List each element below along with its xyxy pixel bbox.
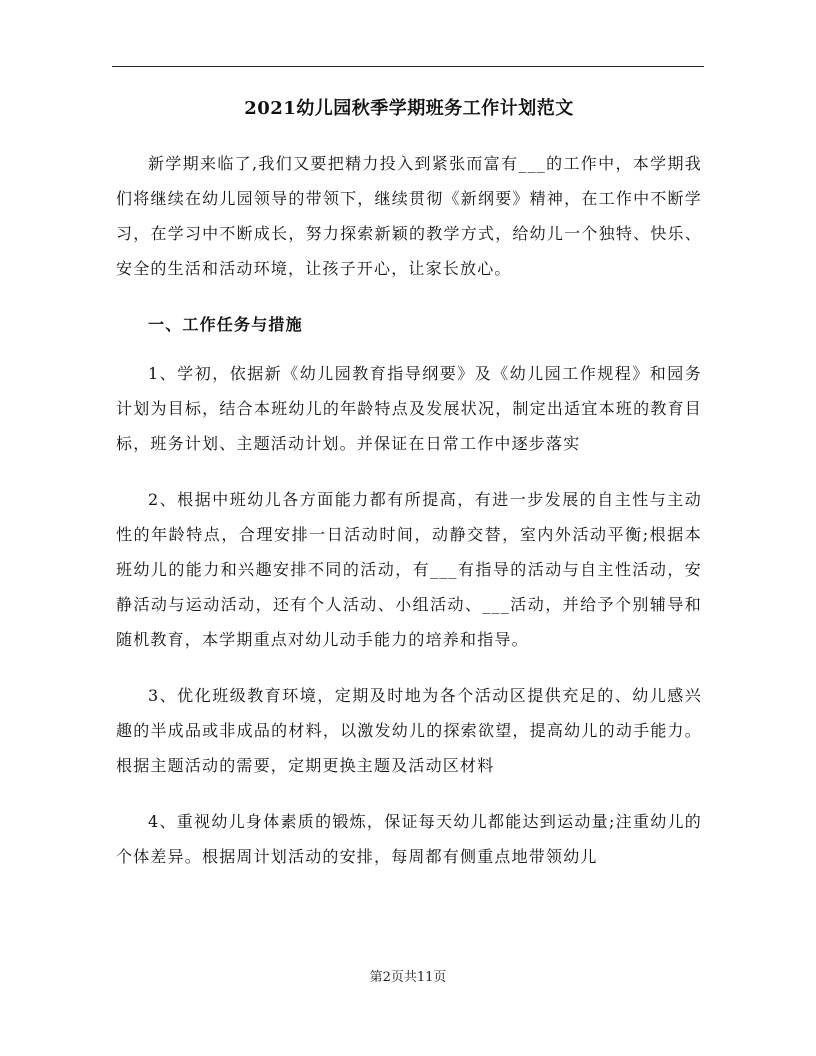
item-paragraph-2: 2、根据中班幼儿各方面能力都有所提高，有进一步发展的自主性与主动性的年龄特点，合理安排一日活动时间，动静交替，室内外活动平衡;根据本班幼儿的能力和兴趣安排不同的活动，有___有指导的活动与自主性活动，安静活动与运动活动，还有个人活动、小组活动、___活动，并给予个别辅导和随机教育，本学期重点对幼儿动手能力的培养和指导。 xyxy=(116,490,702,649)
document-body xyxy=(116,96,702,895)
item-paragraph-4: 4、重视幼儿身体素质的锻炼，保证每天幼儿都能达到运动量;注重幼儿的个体差异。根据周计划活动的安排，每周都有侧重点地带领幼儿 xyxy=(116,812,702,866)
document-title: 2021幼儿园秋季学期班务工作计划范文 xyxy=(244,98,574,119)
item-paragraph-3: 3、优化班级教育环境，定期及时地为各个活动区提供充足的、幼儿感兴趣的半成品或非成品的材料，以激发幼儿的探索欲望，提高幼儿的动手能力。根据主题活动的需要，定期更换主题及活动区材料 xyxy=(116,686,702,775)
item-paragraph-1: 1、学初，依据新《幼儿园教育指导纲要》及《幼儿园工作规程》和园务计划为目标，结合本班幼儿的年龄特点及发展状况，制定出适宜本班的教育目标，班务计划、主题活动计划。并保证在日常工作中逐步落实 xyxy=(116,364,702,453)
page-number: 第2页共11页 xyxy=(369,970,447,985)
section-heading: 一、工作任务与措施 xyxy=(148,315,303,334)
intro-paragraph: 新学期来临了,我们又要把精力投入到紧张而富有___的工作中，本学期我们将继续在幼儿园领导的带领下，继续贯彻《新纲要》精神，在工作中不断学习，在学习中不断成长，努力探索新颖的教学方式，给幼儿一个独特、快乐、安全的生活和活动环境，让孩子开心，让家长放心。 xyxy=(116,154,702,278)
header-rule xyxy=(112,66,704,67)
